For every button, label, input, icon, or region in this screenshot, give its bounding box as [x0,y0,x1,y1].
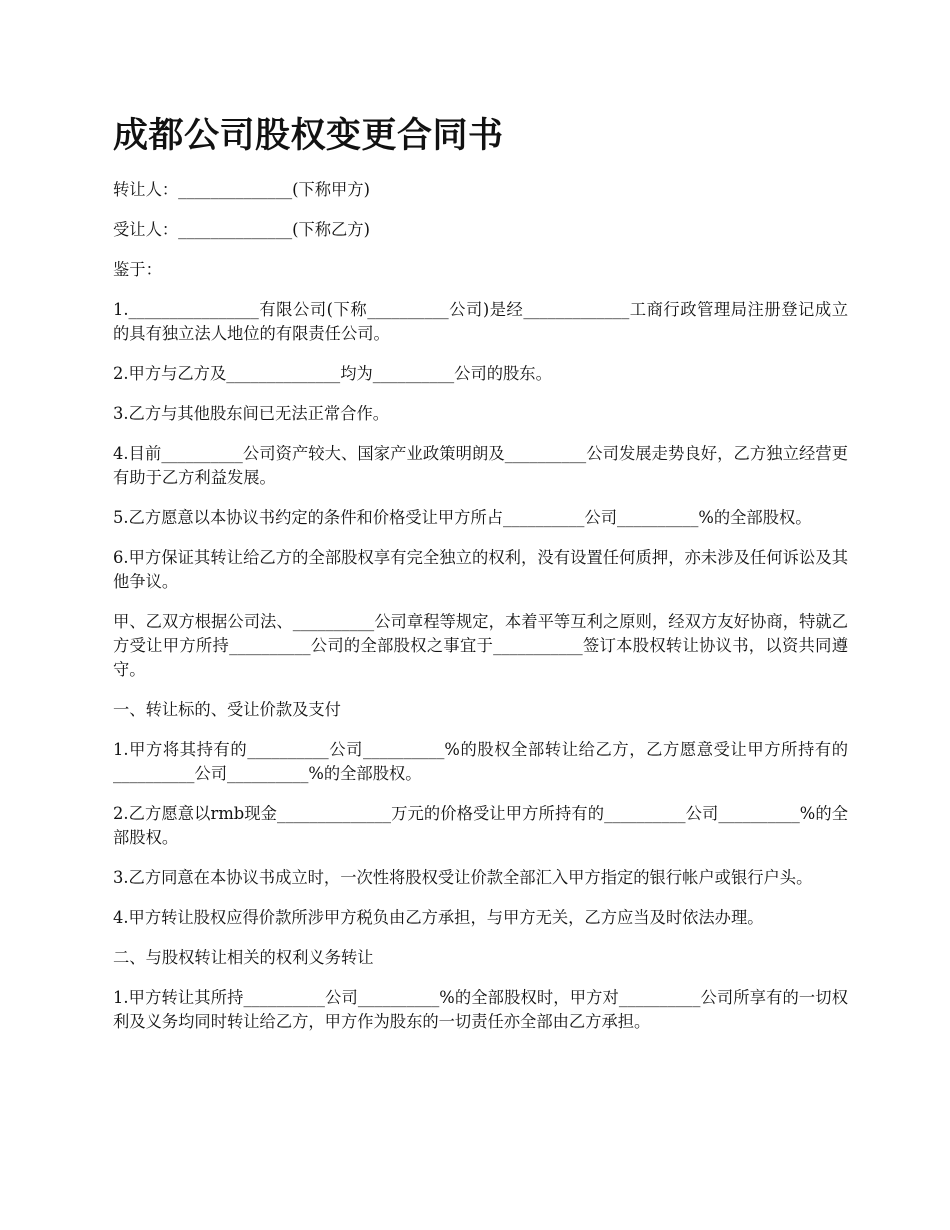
paragraph-whereas: 鉴于： [113,260,162,279]
paragraph-section1-1: 1.甲方将其持有的__________公司__________%的股权全部转让给乙方，乙方愿意受让甲方所持有的__________公司__________%的全部股权。 [113,740,848,783]
document-body [113,178,848,1050]
paragraph-transferor: 转让人：______________(下称甲方) [113,180,370,199]
paragraph-whereas-1: 1.________________有限公司(下称__________公司)是经_____________工商行政管理局注册登记成立的具有独立法人地位的有限责任公司。 [113,300,848,343]
paragraph-transferee: 受让人：______________(下称乙方) [113,220,370,239]
paragraph-whereas-3: 3.乙方与其他股东间已无法正常合作。 [113,404,390,423]
paragraph-whereas-5: 5.乙方愿意以本协议书约定的条件和价格受让甲方所占__________公司__________%的全部股权。 [113,508,812,527]
section-heading-2: 二、与股权转让相关的权利义务转让 [113,948,374,967]
section-heading-1: 一、转让标的、受让价款及支付 [113,700,341,719]
paragraph-whereas-6: 6.甲方保证其转让给乙方的全部股权享有完全独立的权利，没有设置任何质押，亦未涉及任何诉讼及其他争议。 [113,548,848,591]
paragraph-whereas-4: 4.目前__________公司资产较大、国家产业政策明朗及__________公司发展走势良好，乙方独立经营更有助于乙方利益发展。 [113,444,848,487]
paragraph-section1-3: 3.乙方同意在本协议书成立时，一次性将股权受让价款全部汇入甲方指定的银行帐户或银行户头。 [113,868,813,887]
paragraph-section1-2: 2.乙方愿意以rmb现金______________万元的价格受让甲方所持有的__________公司__________%的全部股权。 [113,804,848,847]
paragraph-section2-1: 1.甲方转让其所持__________公司__________%的全部股权时，甲方对__________公司所享有的一切权利及义务均同时转让给乙方，甲方作为股东的一切责任亦全部由乙方承担。 [113,988,848,1031]
paragraph-section1-4: 4.甲方转让股权应得价款所涉甲方税负由乙方承担，与甲方无关，乙方应当及时依法办理。 [113,908,764,927]
document-title: 成都公司股权变更合同书 [113,115,504,156]
paragraph-whereas-2: 2.甲方与乙方及______________均为__________公司的股东。 [113,364,552,383]
paragraph-preamble: 甲、乙双方根据公司法、__________公司章程等规定，本着平等互利之原则，经双方友好协商，特就乙方受让甲方所持__________公司的全部股权之事宜于___________签订本股权转让协议书，以资共同遵守。 [113,612,848,679]
